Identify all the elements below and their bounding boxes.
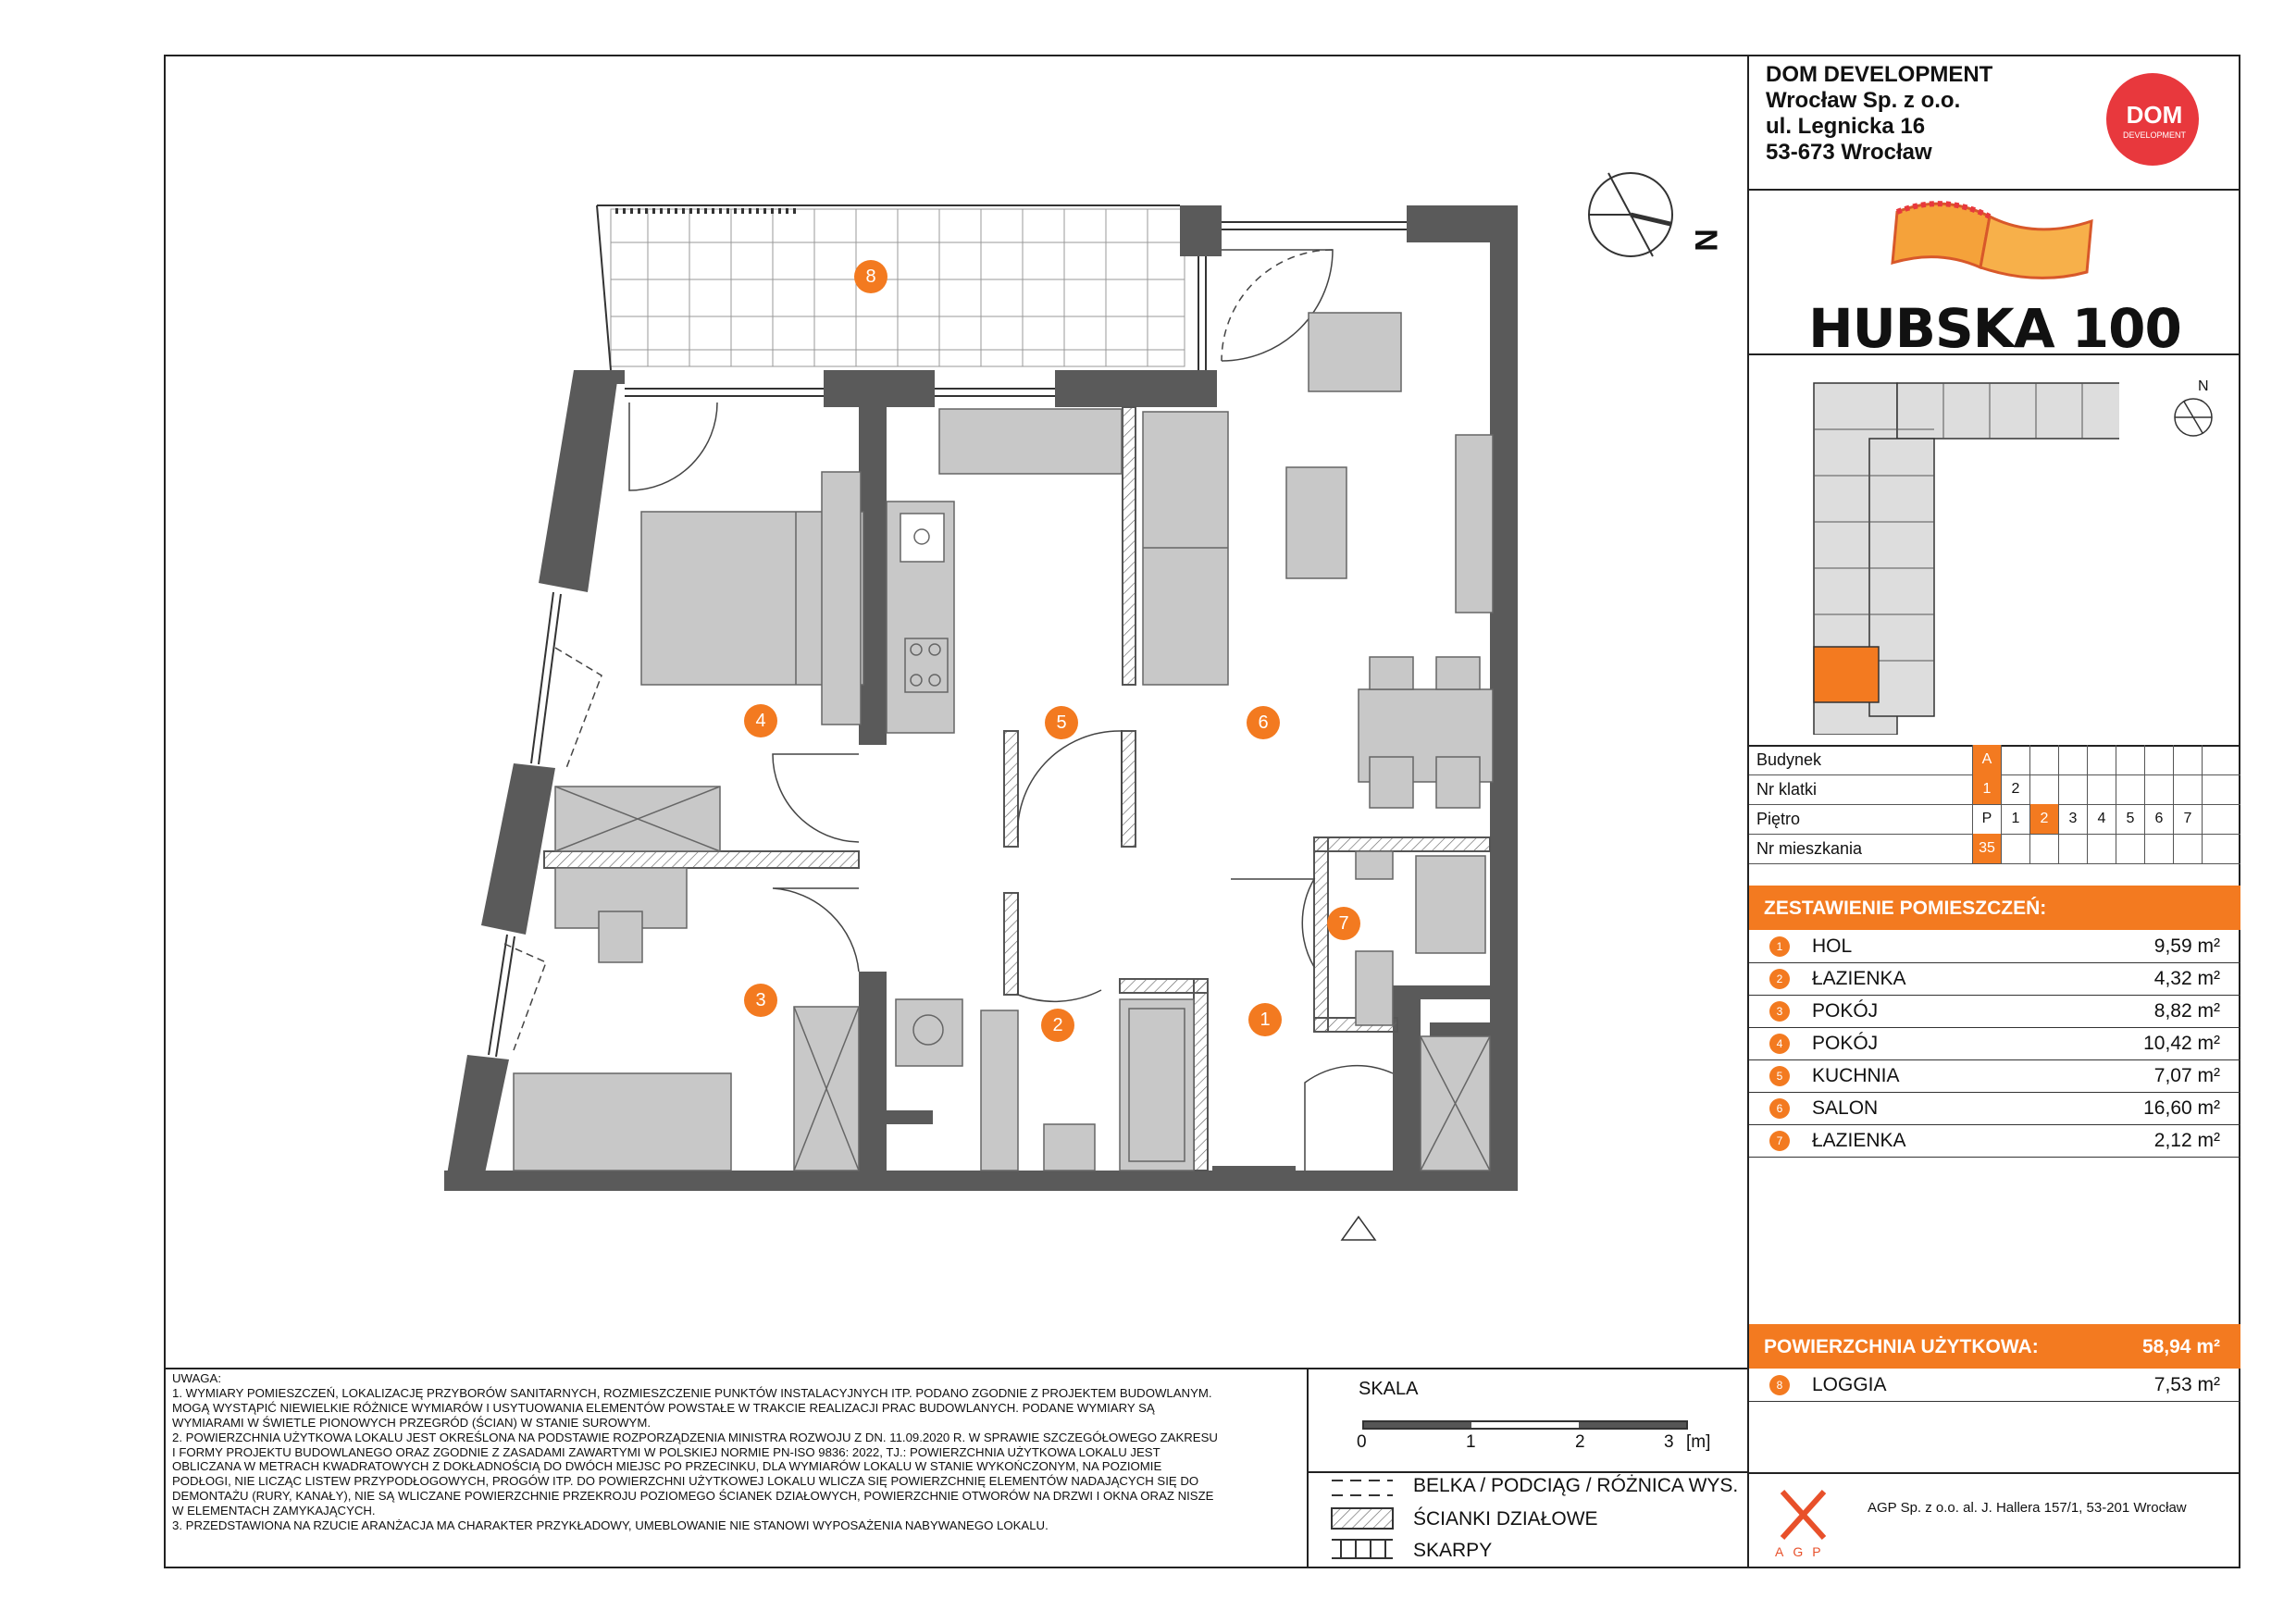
agp-logo-icon [1773, 1487, 1838, 1552]
notes: UWAGA: 1. WYMIARY POMIESZCZEŃ, LOKALIZACJĘ PRZYBORÓW SANITARNYCH, ROZMIESZCZENIE PUNKTÓW INSTALACYJNYCH ITP. PODANO ZGODNIE Z PROJEKTEM BUDOWLANYM. MOGĄ WYSTĄPIĆ NIEWIELKIE RÓŻNICE WYMIARÓW I USYTUOWANIA ELEMENTÓW POWSTAŁE W TRAKCIE REALIZACJI PRAC BUDOWLANYCH. PODANE WYMIARY SĄ WYMIARAMI W ŚWIETLE PIONOWYCH PRZEGRÓD (ŚCIAN) W STANIE SUROWYM. 2. POWIERZCHNIA UŻYTKOWA LOKALU JEST OKREŚLONA NA PODSTAWIE ROZPORZĄDZENIA MINISTRA ROZWOJU Z DN. 11.09.2020 R. W SPRAWIE SZCZEGÓŁOWEGO ZAKRESU I FORMY PROJEKTU BUDOWLANEGO ORAZ ZGODNIE Z ZASADAMI ZAWARTYMI W POLSKIEJ NORMIE PN-ISO 9836: 2022, TJ.: POWIERZCHNIA UŻYTKOWA LOKALU JEST OBLICZANA W METRACH KWADRATOWYCH Z DOKŁADNOŚCIĄ DO DWÓCH MIEJSC PO PRZECINKU, DLA WYMIARÓW LOKALU W STANIE WYKOŃCZONYM, NA POZIOMIE PODŁOGI, NIE LICZĄC LISTEW PRZYPODŁOGOWYCH, PROGÓW ITP. DO POWIERZCHNI UŻYTKOWEJ LOKALU WLICZA SIĘ POWIERZCHNIĘ ELEMENTÓW NADAJĄCYCH SIĘ DO DEMONTAŻU (RURY, KANAŁY), NIE SĄ WLICZANE POWIERZCHNIE PRZEKROJU POZIOMEGO ŚCIANEK DZIAŁOWYCH, POWIERZCHNIE OTWORÓW NA DRZWI I OKNA ORAZ NISZE W ELEMENTACH ZAMYKAJĄCYCH. 3. PRZEDSTAWIONA NA RZUCIE ARANŻACJA MA CHARAKTER PRZYKŁADOWY, UMEBLOWANIE NIE STANOWI WYPOSAŻENIA NABYWANEGO LOKALU. [172, 1371, 1218, 1533]
rooms-heading: ZESTAWIENIE POMIESZCZEŃ: [1749, 886, 2240, 930]
architect-address: AGP Sp. z o.o. al. J. Hallera 157/1, 53-201 Wrocław [1868, 1500, 2187, 1516]
loggia-floor [611, 209, 1185, 366]
key-plan-north-icon [2173, 392, 2219, 439]
north-label: N [1687, 229, 1723, 252]
list-item: 5 KUCHNIA 7,07 m² [1749, 1059, 2240, 1093]
plan-label-room-7: 7 [1327, 907, 1360, 940]
plan-label-room-2: 2 [1041, 1009, 1074, 1042]
loggia-row: 8 LOGGIA 7,53 m² [1749, 1369, 2240, 1402]
plan-label-room-5: 5 [1045, 706, 1078, 739]
floor-plan [164, 55, 1747, 1369]
title-panel: DOM DEVELOPMENT Wrocław Sp. z o.o. ul. Legnicka 16 53-673 Wrocław DOM DEVELOPMENT HUBSKA 100 N Budynek A Nr klatki 1 2 Piętro P 1 2 3 4 5 6 7 Nr mieszkania 35 ZESTAWIENIE POMIESZCZEŃ: 1 HOL 9,59 m² 2 ŁAZIENKA 4,32 m² 3 POKÓJ 8,82 m² 4 POKÓJ 10,42 m² 5 KUCHNIA 7,07 m² 6 SALON 16,60 m² 7 ŁAZIENKA 2,12 m² POWIERZCHNIA UŻYTKOWA: 58,94 m² 8 LOGGIA 7,53 m² AGP AGP Sp. z o.o. al. J. Hallera 157/1, 53-201 Wrocław [1747, 55, 2240, 1568]
company-address: DOM DEVELOPMENT Wrocław Sp. z o.o. ul. Legnicka 16 53-673 Wrocław [1766, 62, 1993, 165]
list-item: 2 ŁAZIENKA 4,32 m² [1749, 962, 2240, 996]
legend-slopes: SKARPY [1413, 1540, 1493, 1561]
usable-area-bar: POWIERZCHNIA UŻYTKOWA: 58,94 m² [1749, 1324, 2240, 1369]
list-item: 1 HOL 9,59 m² [1749, 930, 2240, 963]
entrance-marker [1342, 1217, 1375, 1240]
legend-partitions: ŚCIANKI DZIAŁOWE [1413, 1508, 1598, 1530]
plan-label-loggia: 8 [854, 260, 887, 293]
plan-label-room-6: 6 [1247, 706, 1280, 739]
plan-label-room-1: 1 [1248, 1003, 1282, 1036]
plan-label-room-4: 4 [744, 704, 777, 737]
list-item: 7 ŁAZIENKA 2,12 m² [1749, 1124, 2240, 1158]
key-plan-apartment-highlight [1814, 647, 1879, 702]
list-item: 3 POKÓJ 8,82 m² [1749, 995, 2240, 1028]
legend-symbols [1330, 1477, 1395, 1560]
key-plan [1805, 374, 2119, 735]
scale-title: SKALA [1359, 1379, 1419, 1399]
project-title: HUBSKA 100 [1808, 297, 2181, 360]
list-item: 4 POKÓJ 10,42 m² [1749, 1027, 2240, 1060]
legend-beam: BELKA / PODCIĄG / RÓŻNICA WYS. [1413, 1475, 1739, 1496]
plan-label-room-3: 3 [744, 984, 777, 1017]
dom-development-logo: DOM DEVELOPMENT [2102, 73, 2205, 166]
list-item: 6 SALON 16,60 m² [1749, 1092, 2240, 1125]
north-arrow-icon [1589, 173, 1672, 256]
film-strip-icon [1888, 193, 2101, 295]
scale-bar [1362, 1420, 1688, 1430]
